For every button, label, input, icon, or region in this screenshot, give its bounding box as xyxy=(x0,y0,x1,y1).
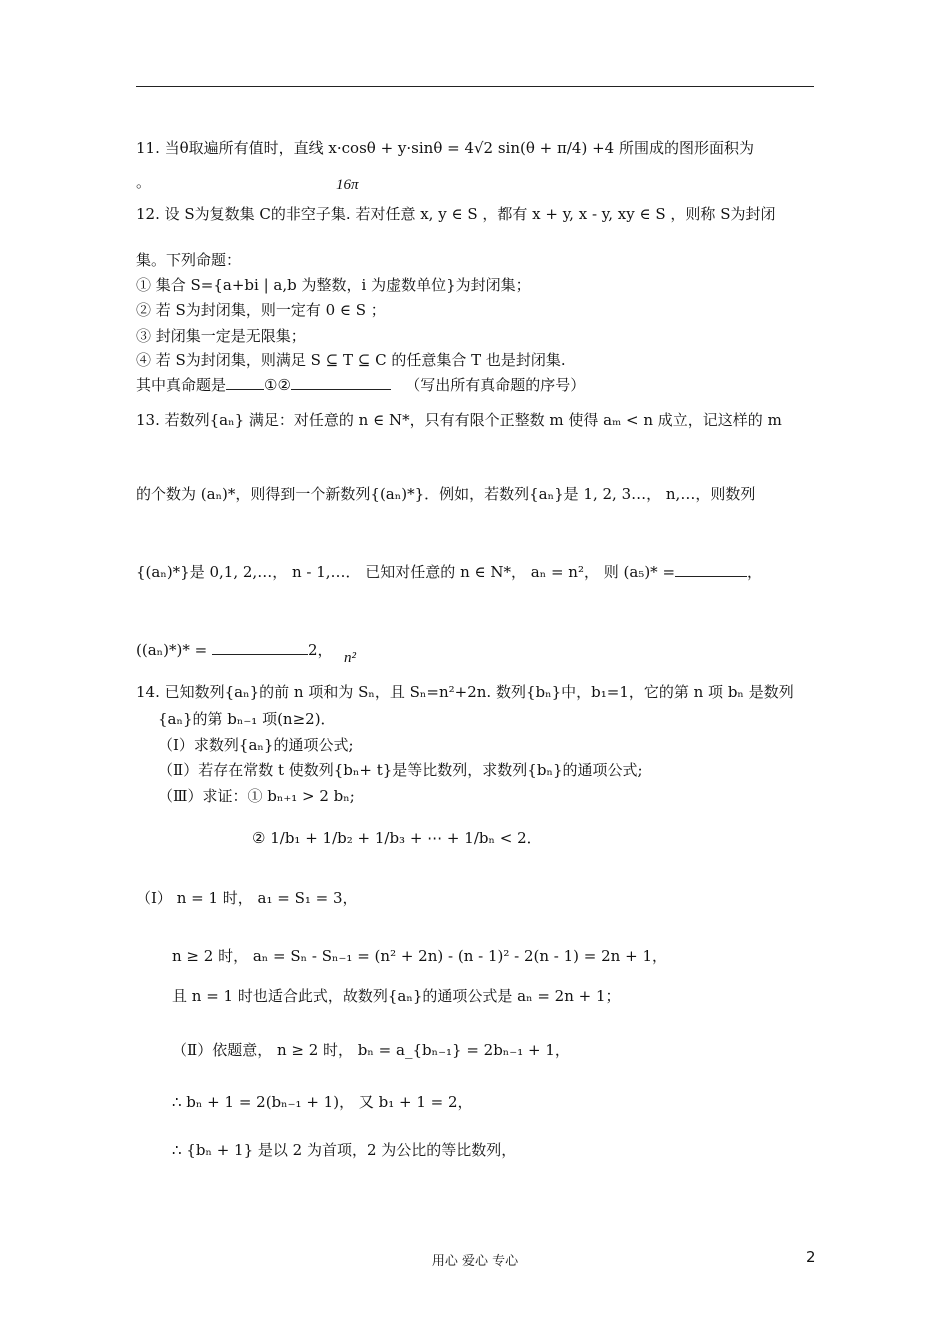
page-number: 2 xyxy=(806,1248,816,1266)
p12-ask-prefix: 其中真命题是 xyxy=(136,376,227,394)
p13-line1: 13. 若数列{aₙ} 满足：对任意的 n ∈ N*，只有有限个正整数 m 使得 aₘ < n 成立，记这样的 m xyxy=(136,411,782,429)
p12-answer: ①② xyxy=(264,376,291,394)
p14-line1: 14. 已知数列{aₙ}的前 n 项和为 Sₙ，且 Sₙ=n²+2n. 数列{bₙ}中，b₁=1，它的第 n 项 bₙ 是数列 xyxy=(136,683,794,701)
solution-s2: n ≥ 2 时， aₙ = Sₙ - Sₙ₋₁ = (n² + 2n) - (n - 1)² - 2(n - 1) = 2n + 1， xyxy=(172,947,667,965)
p12-ask xyxy=(136,375,585,395)
p14-q2: （Ⅱ）若存在常数 t 使数列{bₙ+ t}是等比数列，求数列{bₙ}的通项公式; xyxy=(158,761,643,779)
p11-answer: 16π xyxy=(336,177,359,193)
header-rule xyxy=(136,86,814,87)
p11-line2: 。 xyxy=(136,173,152,191)
p12-item3: ③ 封闭集一定是无限集； xyxy=(136,327,306,345)
p13-answer-a: 2， xyxy=(307,641,333,659)
p12-item2: ② 若 S为封闭集，则一定有 0 ∈ S ； xyxy=(136,301,386,319)
page-footer: 用心 爱心 专心 xyxy=(431,1254,519,1269)
solution-s3: 且 n = 1 时也适合此式，故数列{aₙ}的通项公式是 aₙ = 2n + 1； xyxy=(172,987,621,1005)
solution-s6: ∴ {bₙ + 1} 是以 2 为首项，2 为公比的等比数列， xyxy=(172,1141,517,1159)
solution-s5: ∴ bₙ + 1 = 2(bₙ₋₁ + 1)， 又 b₁ + 1 = 2， xyxy=(172,1093,473,1111)
p13-line3a: {(aₙ)*}是 0,1, 2,…， n - 1,…． 已知对任意的 n ∈ N*， aₙ = n²， 则 (a₅)* = xyxy=(136,563,676,581)
p12-line2: 集。下列命题： xyxy=(136,251,242,269)
p13-line3 xyxy=(136,562,762,582)
p12-line1: 12. 设 S为复数集 C的非空子集. 若对任意 x, y ∈ S ，都有 x + y, x - y, xy ∈ S ，则称 S为封闭 xyxy=(136,205,776,223)
p13-answer-b: n² xyxy=(344,650,356,666)
p12-item4: ④ 若 S为封闭集，则满足 S ⊆ T ⊆ C 的任意集合 T 也是封闭集. xyxy=(136,351,566,369)
p14-q1: （Ⅰ）求数列{aₙ}的通项公式; xyxy=(158,736,354,754)
p14-line2: {aₙ}的第 bₙ₋₁ 项(n≥2)． xyxy=(158,710,336,728)
p12-item1: ① 集合 S={a+bi | a,b 为整数，i 为虚数单位}为封闭集； xyxy=(136,276,531,294)
p14-q3b: ② 1/b₁ + 1/b₂ + 1/b₃ + ⋯ + 1/bₙ < 2． xyxy=(252,829,542,847)
p12-ask-suffix: （写出所有真命题的序号） xyxy=(405,376,586,394)
p14-q3: （Ⅲ）求证：① bₙ₊₁ > 2 bₙ; xyxy=(158,787,355,805)
p13-line3b: ， xyxy=(747,563,763,581)
solution-s1: （Ⅰ） n = 1 时， a₁ = S₁ = 3， xyxy=(136,889,358,907)
solution-s4: （Ⅱ）依题意， n ≥ 2 时， bₙ = a_{bₙ₋₁} = 2bₙ₋₁ + 1， xyxy=(172,1041,570,1059)
p11-line1: 11. 当θ取遍所有值时，直线 x·cosθ + y·sinθ = 4√2 sin(θ + π/4) +4 所围成的图形面积为 xyxy=(136,139,754,157)
p13-line4 xyxy=(136,640,333,660)
p13-line2: 的个数为 (aₙ)*，则得到一个新数列{(aₙ)*}．例如，若数列{aₙ}是 1, 2, 3…， n,…，则数列 xyxy=(136,485,756,503)
p13-line4-text: ((aₙ)*)* = xyxy=(136,641,208,659)
